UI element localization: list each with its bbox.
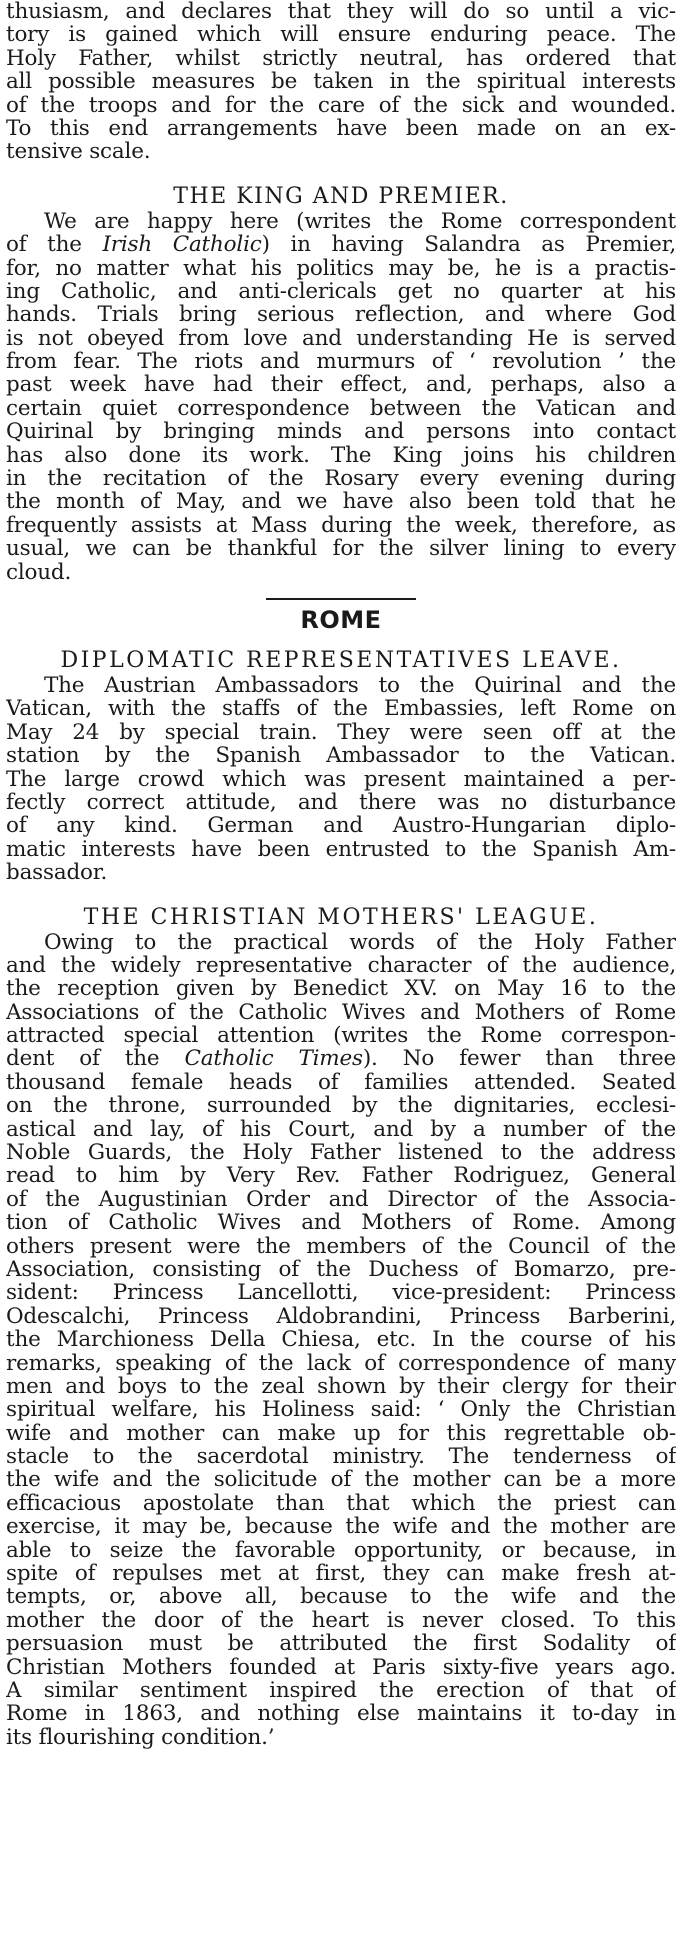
text-line: Quirinal by bringing minds and persons into contact: [6, 420, 676, 444]
text-line: of any kind. German and Austro-Hungarian diplo-: [6, 814, 676, 838]
text-line: spite of repulses met at first, they can make fresh at-: [6, 1562, 676, 1586]
text-line: from fear. The riots and murmurs of ‘ revolution ’ the: [6, 350, 676, 374]
text-line: Rome in 1863, and nothing else maintains it to-day in: [6, 1702, 676, 1726]
text-line: certain quiet correspondence between the Vatican and: [6, 396, 676, 421]
intro-paragraph: [6, 0, 676, 164]
text-line: remarks, speaking of the lack of correspondence of many: [6, 1351, 676, 1375]
text-line: wife and mother can make up for this regrettable ob-: [6, 1421, 676, 1446]
text-line: bassador.: [6, 861, 108, 885]
text-line: Association, consisting of the Duchess of Bomarzo, pre-: [6, 1257, 676, 1282]
publication-name: Irish Catholic: [102, 233, 262, 257]
text-line: attracted special attention (writes the Rome correspon-: [6, 1024, 676, 1048]
text-line: tempts, or, above all, because to the wife and the: [6, 1585, 676, 1609]
text-line: A similar sentiment inspired the erection of that of: [6, 1679, 676, 1703]
text-line: thousand female heads of families attended. Seated: [6, 1070, 676, 1095]
text-line: efficacious apostolate than that which the priest can: [6, 1491, 676, 1516]
text-line: frequently assists at Mass during the week, therefore, as: [6, 513, 676, 538]
text-line: Vatican, with the staffs of the Embassies, left Rome on: [6, 697, 676, 721]
text-line: its flourishing condition.’: [6, 1725, 275, 1750]
text-line: dent of the Catholic Times). No fewer than three: [6, 1047, 676, 1071]
text-line: cloud.: [6, 560, 72, 584]
section-heading-mothers-league: THE CHRISTIAN MOTHERS' LEAGUE.: [83, 904, 599, 930]
text-line: Odescalchi, Princess Aldobrandini, Princess Barberini,: [6, 1304, 676, 1329]
text-line: astical and lay, of his Court, and by a number of the: [6, 1117, 676, 1142]
text-line: The Austrian Ambassadors to the Quirinal and the: [44, 673, 676, 698]
text-line: others present were the members of the Council of the: [6, 1234, 676, 1258]
text-line: in the recitation of the Rosary every evening during: [6, 467, 676, 491]
text-line: tory is gained which will ensure enduring peace. The: [6, 23, 676, 47]
mothers-league-paragraph: [6, 931, 676, 1750]
publication-name: Catholic Times: [184, 1047, 363, 1071]
text-line: of the Augustinian Order and Director of the Associa-: [6, 1187, 676, 1212]
text-line: Christian Mothers founded at Paris sixty-five years ago.: [6, 1655, 676, 1679]
text-line: mother the door of the heart is never closed. To this: [6, 1608, 676, 1633]
text-line: tion of Catholic Wives and Mothers of Rome. Among: [6, 1211, 676, 1235]
section-heading-king-and-premier: THE KING AND PREMIER.: [173, 183, 509, 209]
text-line: Noble Guards, the Holy Father listened to the address: [6, 1141, 676, 1165]
text-line: all possible measures be taken in the spiritual interests: [6, 70, 676, 94]
text-line: sident: Princess Lancellotti, vice-president: Princess: [6, 1281, 676, 1305]
text-line: To this end arrangements have been made on an ex-: [6, 116, 676, 141]
text-line: the month of May, and we have also been told that he: [6, 490, 676, 514]
text-line: usual, we can be thankful for the silver lining to every: [6, 537, 676, 561]
text-line: men and boys to the zeal shown by their clergy for their: [6, 1374, 676, 1399]
text-line: station by the Spanish Ambassador to the Vatican.: [6, 744, 676, 768]
text-line: The large crowd which was present maintained a per-: [6, 767, 676, 791]
text-line: is not obeyed from love and understanding He is served: [6, 326, 676, 351]
text-line: stacle to the sacerdotal ministry. The tenderness of: [6, 1445, 676, 1469]
text-line: fectly correct attitude, and there was no disturbance: [6, 790, 676, 815]
text-line: able to seize the favorable opportunity, or because, in: [6, 1538, 676, 1563]
text-line: persuasion must be attributed the first Sodality of: [6, 1632, 676, 1656]
rome-heading: ROME: [300, 605, 382, 634]
king-premier-paragraph: [6, 210, 676, 584]
text-line: exercise, it may be, because the wife and the mother are: [6, 1515, 676, 1539]
text-line: thusiasm, and declares that they will do so until a vic-: [6, 0, 676, 24]
text-line: Associations of the Catholic Wives and Mothers of Rome: [6, 1000, 676, 1025]
text-line: for, no matter what his politics may be, he is a practis-: [6, 256, 676, 280]
text-line: spiritual welfare, his Holiness said: ‘ Only the Christian: [6, 1398, 676, 1422]
text-line: hands. Trials bring serious reflection, and where God: [6, 303, 676, 327]
text-line: the wife and the solicitude of the mother can be a more: [6, 1468, 676, 1492]
text-line: and the widely representative character of the audience,: [6, 953, 676, 978]
text-line: Owing to the practical words of the Holy Father: [44, 930, 676, 954]
text-line: read to him by Very Rev. Father Rodriguez, General: [6, 1164, 676, 1188]
text-line: tensive scale.: [6, 140, 151, 164]
text-line: the reception given by Benedict XV. on May 16 to the: [6, 977, 676, 1001]
section-heading-diplomatic: DIPLOMATIC REPRESENTATIVES LEAVE.: [60, 647, 622, 673]
text-line: Holy Father, whilst strictly neutral, has ordered that: [6, 46, 676, 71]
text-line: on the throne, surrounded by the dignitaries, ecclesi-: [6, 1094, 676, 1118]
text-line: past week have had their effect, and, perhaps, also a: [6, 373, 676, 397]
text-line: of the Irish Catholic) in having Salandra as Premier,: [6, 233, 676, 257]
text-line: We are happy here (writes the Rome correspondent: [44, 209, 676, 234]
text-line: of the troops and for the care of the sick and wounded.: [6, 93, 676, 117]
text-line: ing Catholic, and anti-clericals get no quarter at his: [6, 279, 676, 304]
text-line: matic interests have been entrusted to the Spanish Am-: [6, 837, 676, 862]
text-line: has also done its work. The King joins his children: [6, 443, 676, 468]
diplomatic-paragraph: [6, 674, 676, 885]
text-line: the Marchioness Della Chiesa, etc. In the course of his: [6, 1328, 676, 1352]
text-line: May 24 by special train. They were seen off at the: [6, 720, 676, 745]
